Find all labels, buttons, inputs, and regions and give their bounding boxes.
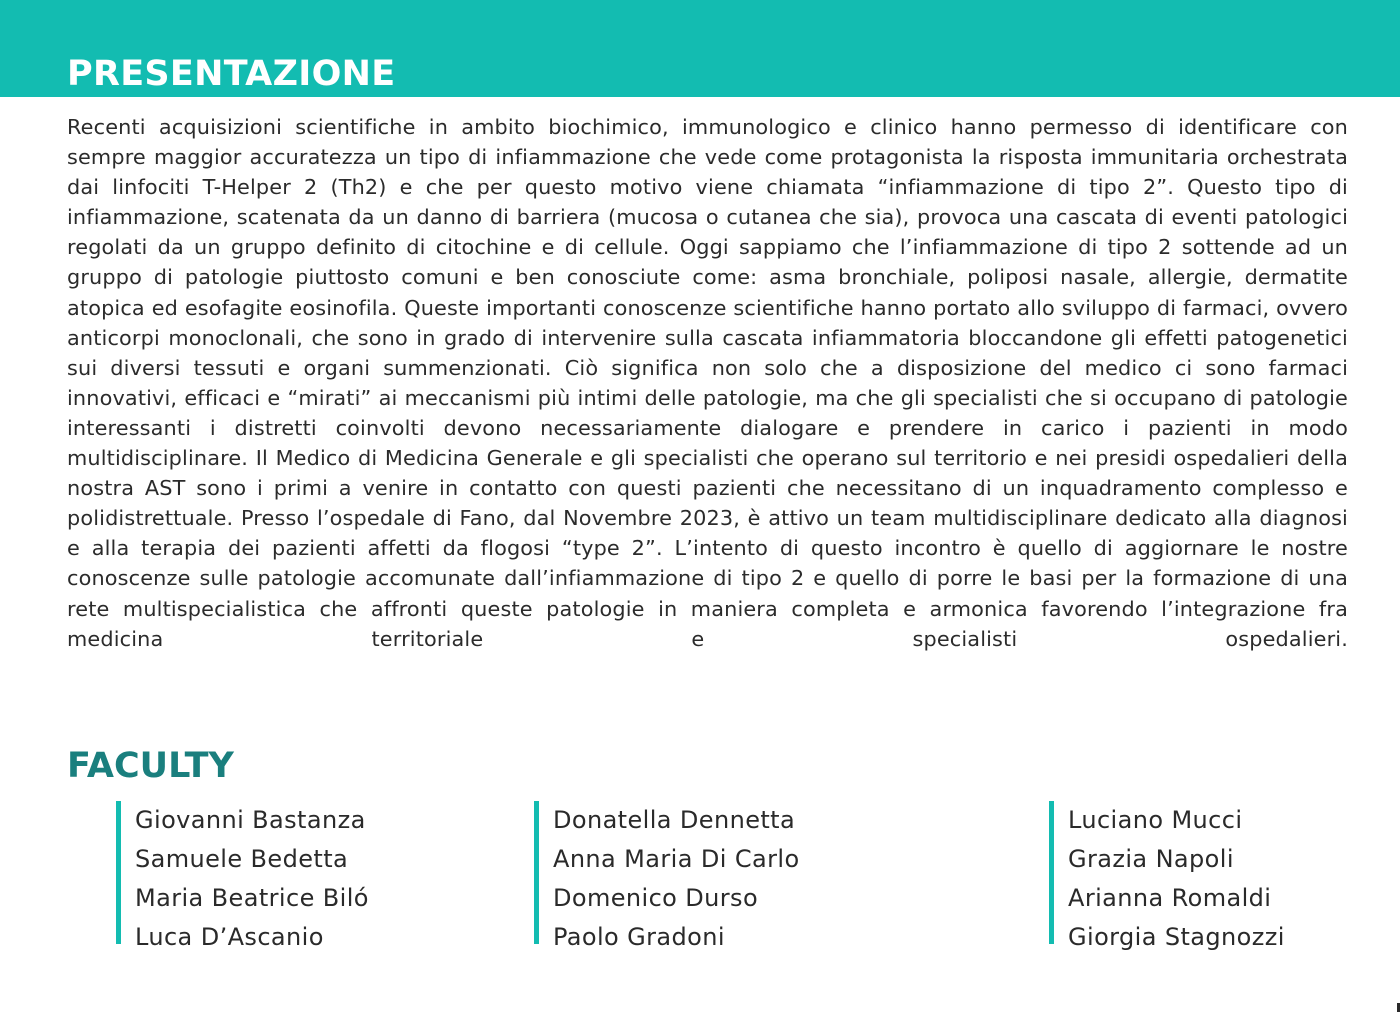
faculty-member: Domenico Durso	[553, 884, 759, 912]
presentazione-title: PRESENTAZIONE	[67, 54, 396, 94]
faculty-column-1	[116, 801, 369, 951]
faculty-member: Samuele Bedetta	[135, 845, 349, 873]
faculty-member: Paolo Gradoni	[553, 923, 725, 951]
faculty-member: Luciano Mucci	[1068, 806, 1243, 834]
faculty-member: Donatella Dennetta	[553, 806, 796, 834]
faculty-member: Luca D’Ascanio	[135, 923, 324, 951]
faculty-column-3	[1049, 801, 1285, 951]
faculty-title: FACULTY	[67, 746, 234, 786]
faculty-member: Maria Beatrice Biló	[135, 884, 369, 912]
presentazione-body-text: Recenti acquisizioni scientifiche in ambito biochimico, immunologico e clinico hanno permesso di identificare con sempre maggior accuratezza un tipo di infiammazione che vede come protagonista la risposta immunitaria orchestrata dai linfociti T-Helper 2 (Th2) e che per questo motivo viene chiamata “infiammazione di tipo 2”. Questo tipo di infiammazione, scatenata da un danno di barriera (mucosa o cutanea che sia), provoca una cascata di eventi patologici regolati da un gruppo definito di citochine e di cellule. Oggi sappiamo che l’infiammazione di tipo 2 sottende ad un gruppo di patologie piuttosto comuni e ben conosciute come: asma bronchiale, poliposi nasale, allergie, dermatite atopica ed esofagite eosinofila. Queste importanti conoscenze scientifiche hanno portato allo sviluppo di farmaci, ovvero anticorpi monoclonali, che sono in grado di intervenire sulla cascata infiammatoria bloccandone gli effetti patogenetici sui diversi tessuti e organi summenzionati. Ciò significa non solo che a disposizione del medico ci sono farmaci innovativi, efficaci e “mirati” ai meccanismi più intimi delle patologie, ma che gli specialisti che si occupano di patologie interessanti i distretti coinvolti devono necessariamente dialogare e prendere in carico i pazienti in modo multidisciplinare. Il Medico di Medicina Generale e gli specialisti che operano sul territorio e nei presidi ospedalieri della nostra AST sono i primi a venire in contatto con questi pazienti che necessitano di un inquadramento complesso e polidistrettuale. Presso l’ospedale di Fano, dal Novembre 2023, è attivo un team multidisciplinare dedicato alla diagnosi e alla terapia dei pazienti affetti da flogosi “type 2”. L’intento di questo incontro è quello di aggiornare le nostre conoscenze sulle patologie accomunate dall’infiammazione di tipo 2 e quello di porre le basi per la formazione di una rete multispecialistica che affronti queste patologie in maniera completa e armonica favorendo l’integrazione fra medicina territoriale e specialisti ospedalieri.	[67, 115, 1348, 651]
faculty-member: Grazia Napoli	[1068, 845, 1234, 873]
faculty-member: Giorgia Stagnozzi	[1068, 923, 1285, 951]
faculty-member: Arianna Romaldi	[1068, 884, 1272, 912]
faculty-member: Giovanni Bastanza	[135, 806, 366, 834]
faculty-member: Anna Maria Di Carlo	[553, 845, 800, 873]
faculty-column-2	[534, 801, 800, 951]
